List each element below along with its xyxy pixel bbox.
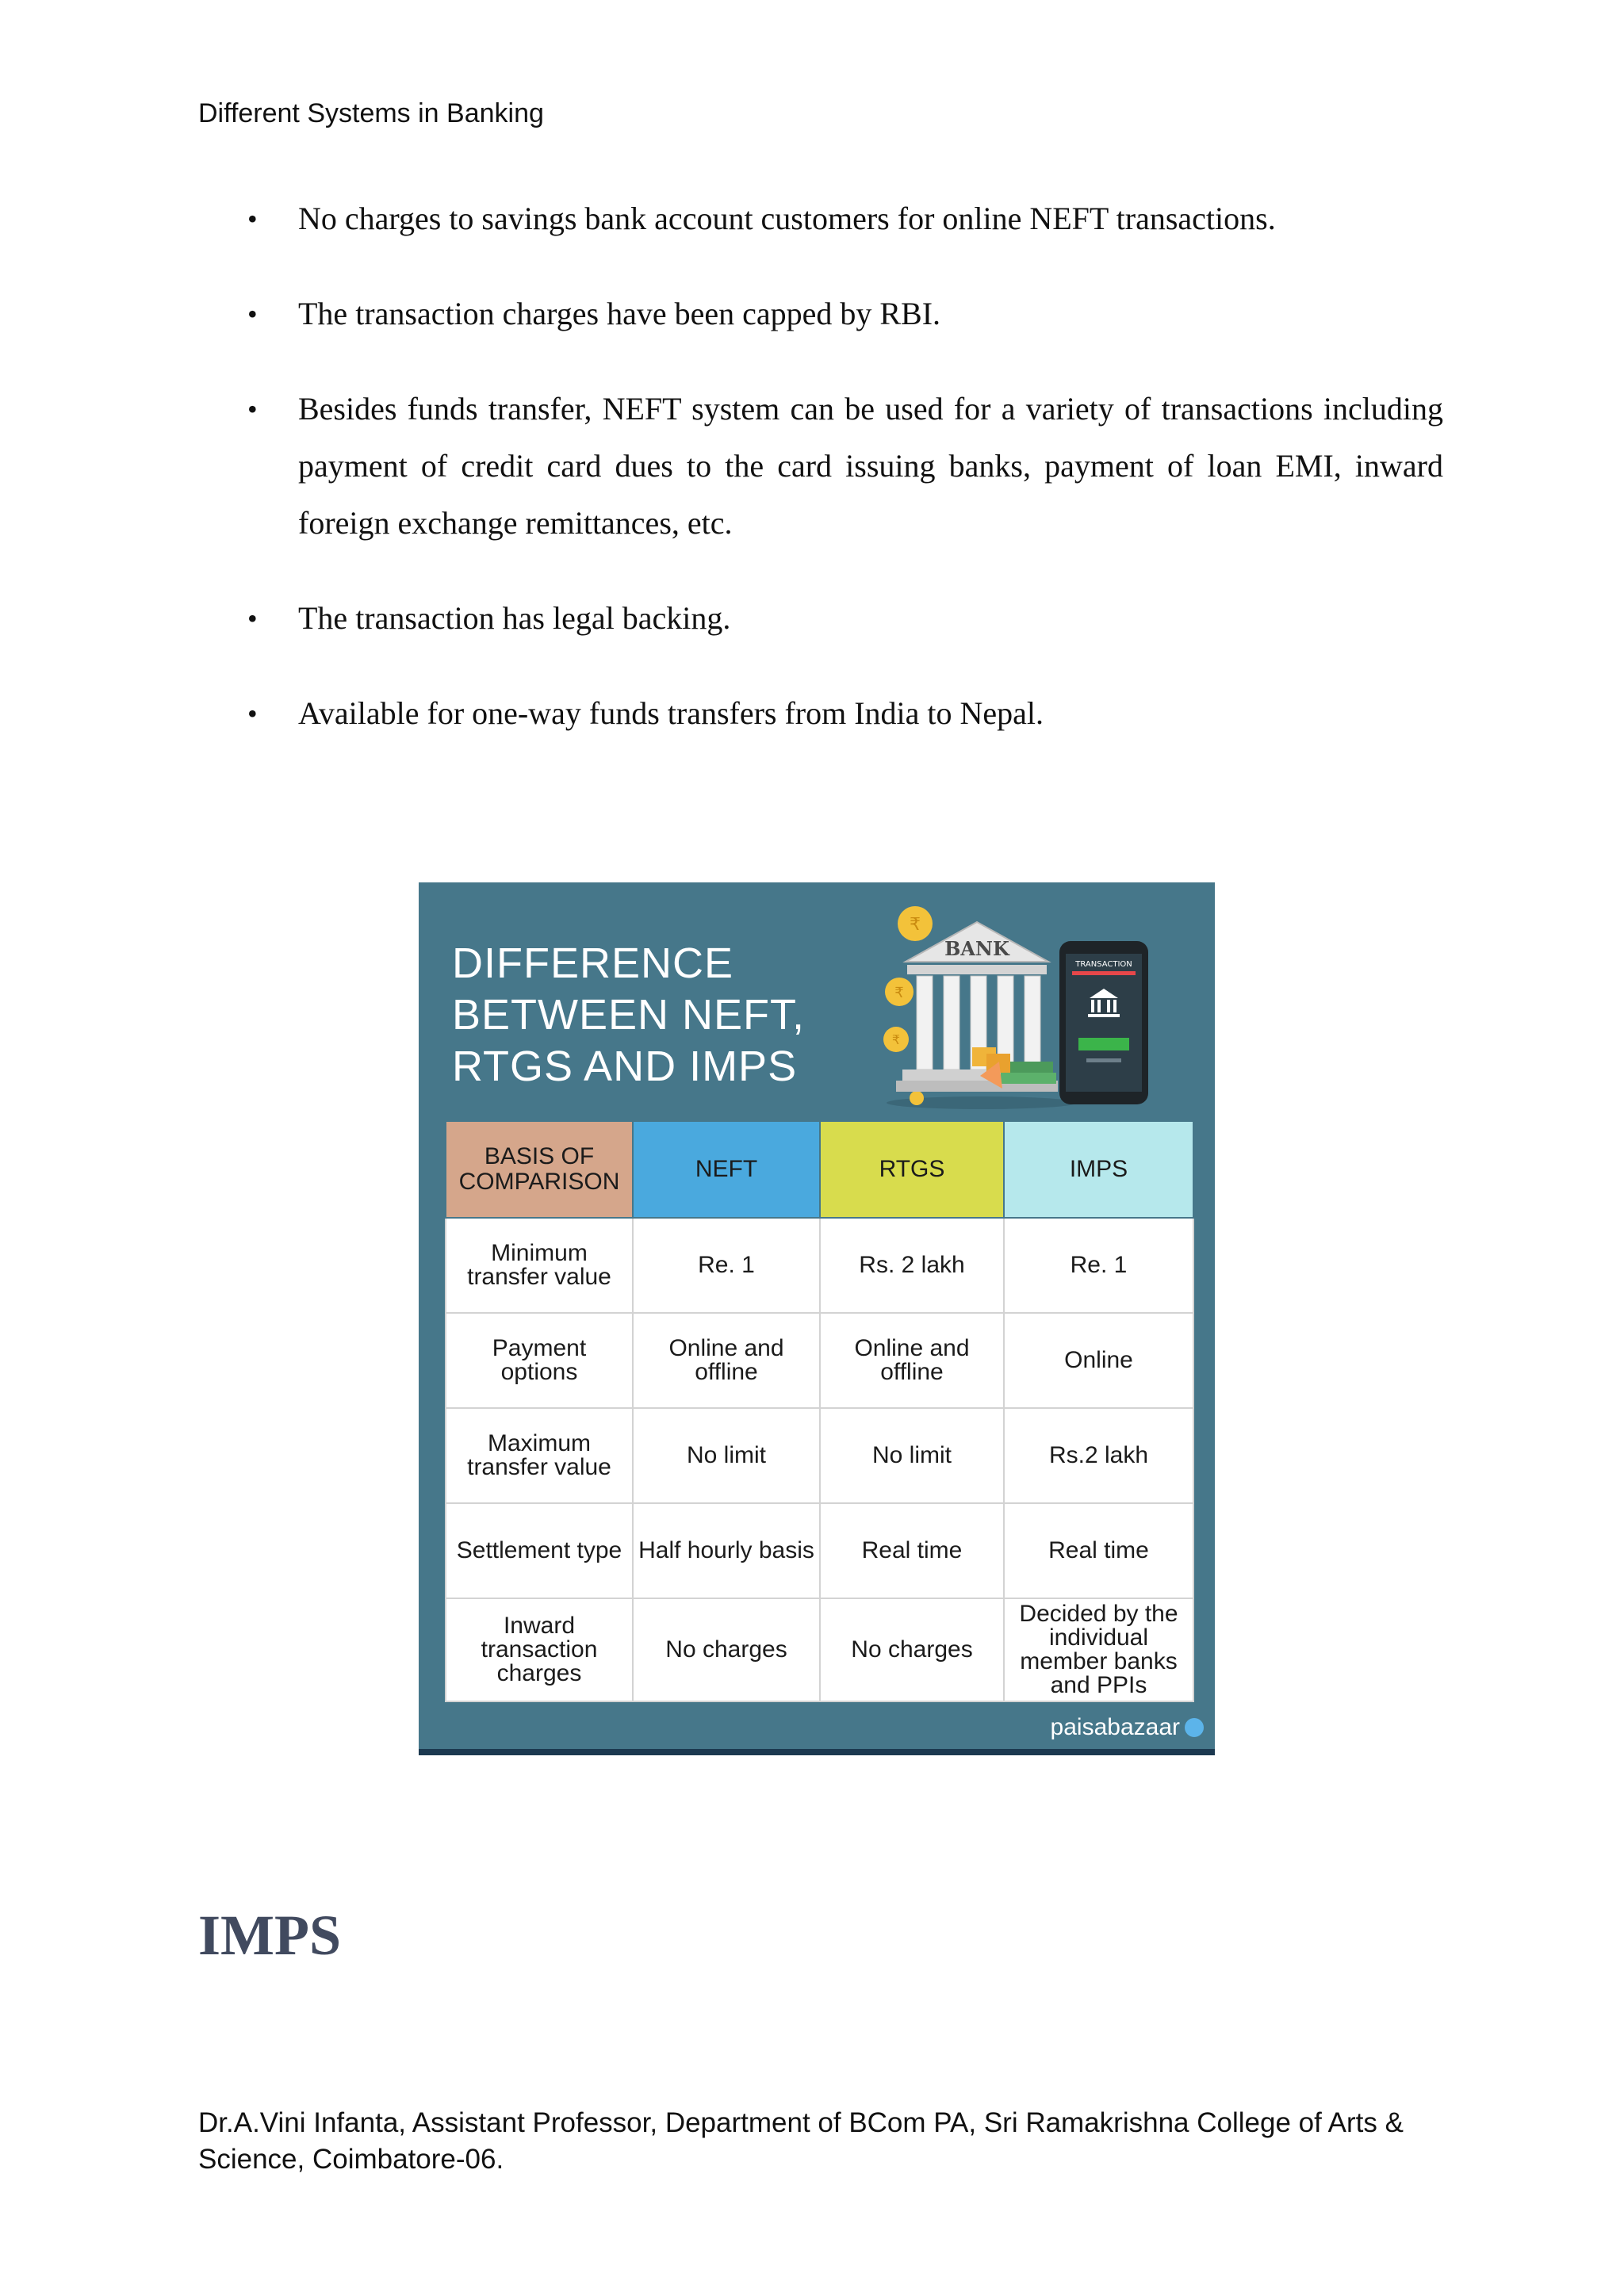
table-cell: Maximum transfer value xyxy=(446,1408,633,1503)
infographic-title-line: DIFFERENCE xyxy=(452,939,734,987)
table-row xyxy=(446,1598,1193,1701)
table-cell: Decided by the individual member banks and PPIs xyxy=(1004,1598,1193,1701)
brand-mark-icon xyxy=(1185,1718,1204,1737)
list-item-text: The transaction has legal backing. xyxy=(298,600,731,636)
table-cell: No charges xyxy=(633,1598,820,1701)
table-row xyxy=(446,1408,1193,1503)
coin-icon xyxy=(885,978,914,1006)
bullet-list xyxy=(198,190,1443,780)
column-header: RTGS xyxy=(820,1121,1004,1218)
table-row xyxy=(446,1313,1193,1408)
table-cell: Rs. 2 lakh xyxy=(820,1218,1004,1313)
table-cell: No charges xyxy=(820,1598,1004,1701)
coin-icon xyxy=(898,906,933,941)
svg-text:₹: ₹ xyxy=(910,915,921,935)
table-cell: No limit xyxy=(633,1408,820,1503)
table-cell: Re. 1 xyxy=(633,1218,820,1313)
list-item xyxy=(198,381,1443,552)
coin-icon xyxy=(883,1027,909,1052)
table-cell: Re. 1 xyxy=(1004,1218,1193,1313)
table-cell: Inward transaction charges xyxy=(446,1598,633,1701)
phone-label: TRANSACTION xyxy=(1075,960,1132,969)
section-heading: IMPS xyxy=(198,1904,341,1967)
bullet-icon: • xyxy=(247,203,258,235)
column-header: NEFT xyxy=(633,1121,820,1218)
brand-name: paisabazaar xyxy=(1050,1714,1180,1740)
comparison-infographic xyxy=(419,882,1215,1755)
list-item xyxy=(198,190,1443,247)
list-item-text: No charges to savings bank account customers for online NEFT transactions. xyxy=(298,201,1276,236)
list-item-text: Besides funds transfer, NEFT system can be used for a variety of transactions including payment of credit card dues to the card issuing banks, payment of loan EMI, inward foreign exchange remittances, etc. xyxy=(298,391,1443,541)
table-cell: Minimum transfer value xyxy=(446,1218,633,1313)
bullet-icon: • xyxy=(247,393,258,425)
list-item-text: Available for one-way funds transfers from India to Nepal. xyxy=(298,695,1044,731)
bullet-icon: • xyxy=(247,603,258,634)
table-row xyxy=(446,1503,1193,1598)
bullet-icon: • xyxy=(247,698,258,729)
brand-logo xyxy=(1051,1714,1204,1741)
table-row xyxy=(446,1218,1193,1313)
table-header-row xyxy=(446,1121,1193,1218)
table-cell: Settlement type xyxy=(446,1503,633,1598)
table-cell: Online and offline xyxy=(820,1313,1004,1408)
list-item xyxy=(198,590,1443,647)
table-cell: Online xyxy=(1004,1313,1193,1408)
list-item xyxy=(198,285,1443,342)
infographic-title-line: BETWEEN NEFT, xyxy=(452,991,806,1039)
page-footer: Dr.A.Vini Infanta, Assistant Professor, Department of BCom PA, Sri Ramakrishna College of Arts & Science, Coimbatore-06. xyxy=(198,2107,1404,2175)
list-item xyxy=(198,685,1443,742)
comparison-table xyxy=(445,1120,1194,1702)
table-cell: Rs.2 lakh xyxy=(1004,1408,1193,1503)
table-cell: Real time xyxy=(820,1503,1004,1598)
bank-sign: BANK xyxy=(944,937,1009,960)
bullet-icon: • xyxy=(247,298,258,330)
infographic-title-line: RTGS AND IMPS xyxy=(452,1043,798,1090)
table-cell: No limit xyxy=(820,1408,1004,1503)
page-header: Different Systems in Banking xyxy=(198,98,544,128)
list-item-text: The transaction charges have been capped by RBI. xyxy=(298,296,941,331)
column-header: BASIS OF COMPARISON xyxy=(446,1121,633,1218)
column-header: IMPS xyxy=(1004,1121,1193,1218)
svg-text:₹: ₹ xyxy=(891,1032,901,1047)
bank-illustration xyxy=(879,898,1172,1112)
infographic-bottom-band xyxy=(419,1749,1215,1755)
table-cell: Half hourly basis xyxy=(633,1503,820,1598)
svg-text:₹: ₹ xyxy=(894,985,904,1001)
table-cell: Online and offline xyxy=(633,1313,820,1408)
infographic-title xyxy=(452,938,805,1093)
table-cell: Payment options xyxy=(446,1313,633,1408)
table-cell: Real time xyxy=(1004,1503,1193,1598)
